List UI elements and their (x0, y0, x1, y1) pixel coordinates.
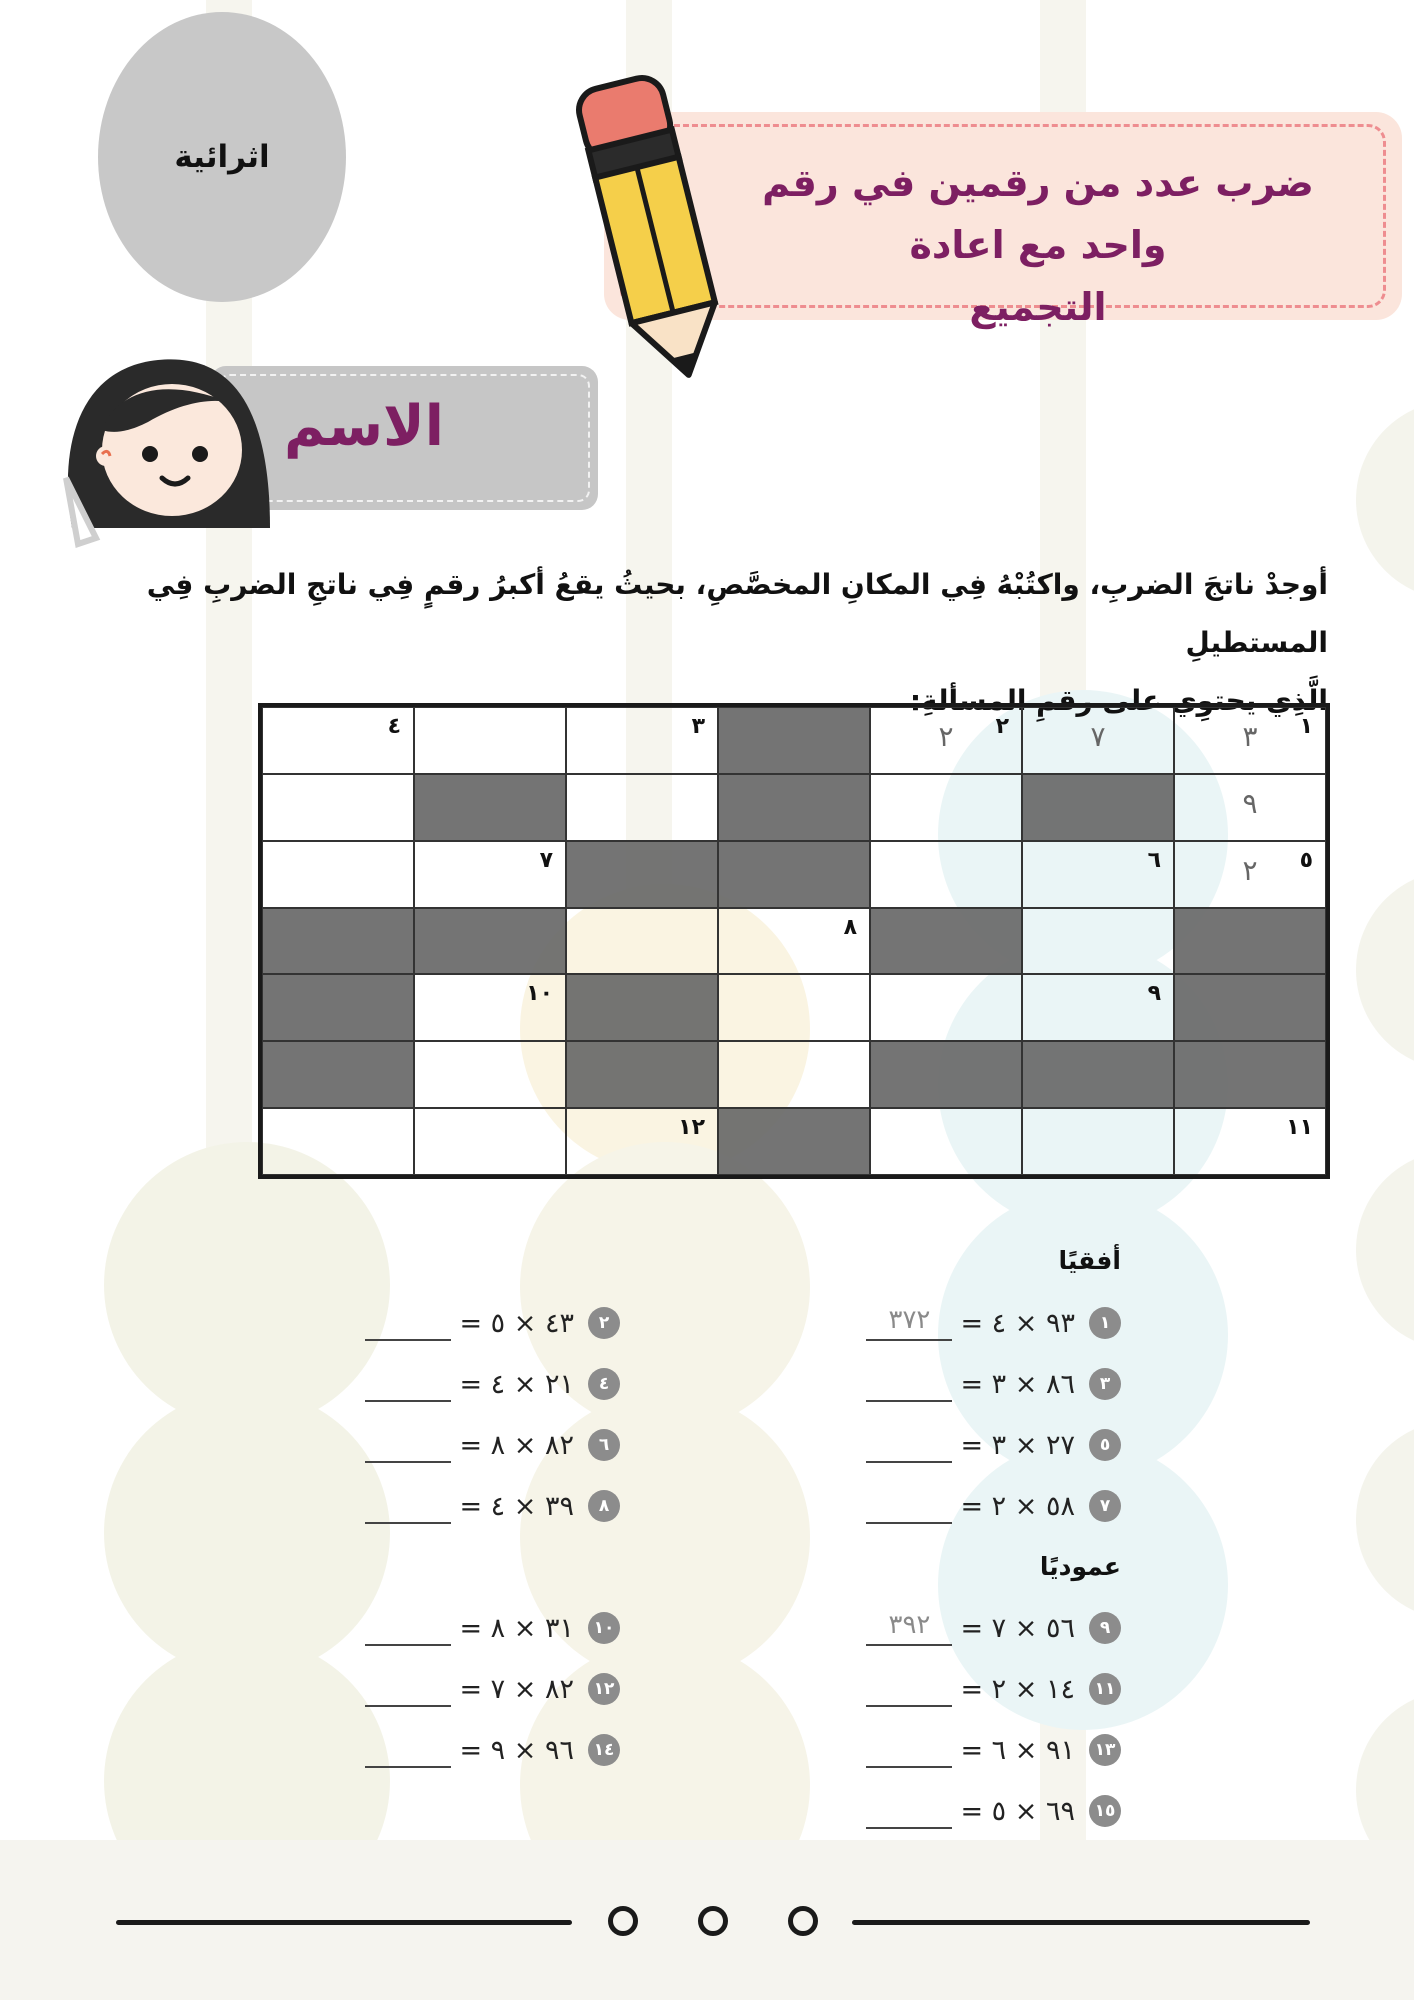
crossword-blocked-cell (870, 908, 1022, 975)
decor-circle (1356, 1150, 1414, 1350)
clue-row (866, 1425, 1121, 1465)
crossword-cell-digit: ٩ (1242, 786, 1258, 820)
crossword-blocked-cell (718, 1108, 870, 1175)
clue-row (365, 1608, 620, 1648)
clue-answer-blank[interactable] (365, 1366, 451, 1402)
crossword-cell[interactable] (262, 707, 414, 774)
crossword-blocked-cell (1174, 1041, 1326, 1108)
pencil-icon (572, 58, 742, 388)
clue-expression: ٨٢ × ٨ = (459, 1429, 574, 1461)
crossword-cell[interactable] (1022, 1108, 1174, 1175)
instruction-line2: الَّذِي يحتوِي على رقمِ المسألةِ: (909, 684, 1328, 717)
crossword-cell[interactable] (566, 774, 718, 841)
crossword-cell[interactable] (1174, 774, 1326, 841)
crossword-cell[interactable] (1022, 908, 1174, 975)
crossword-cell[interactable] (870, 774, 1022, 841)
enrichment-badge (98, 12, 346, 302)
crossword-clue-number: ٤ (387, 714, 401, 739)
clue-expression: ٨٦ × ٣ = (960, 1368, 1075, 1400)
clue-expression: ٨٢ × ٧ = (459, 1673, 574, 1705)
clue-expression: ٦٩ × ٥ = (960, 1795, 1075, 1827)
crossword-cell[interactable] (1174, 1108, 1326, 1175)
clue-answer-blank[interactable] (866, 1366, 952, 1402)
crossword-cell[interactable] (718, 1041, 870, 1108)
clue-answer-blank[interactable] (365, 1732, 451, 1768)
crossword-cell[interactable] (414, 1041, 566, 1108)
footer-line-right (852, 1920, 1310, 1925)
girl-avatar-icon (58, 338, 276, 548)
crossword-cell[interactable] (1174, 707, 1326, 774)
name-label: الاسم (284, 394, 444, 459)
crossword-blocked-cell (718, 774, 870, 841)
crossword-cell[interactable] (870, 974, 1022, 1041)
clue-expression: ٤٣ × ٥ = (459, 1307, 574, 1339)
crossword-clue-number: ١٠ (526, 981, 553, 1007)
clue-row (365, 1364, 620, 1404)
clue-row (866, 1730, 1121, 1770)
clue-answer-blank[interactable]: ٣٧٢ (866, 1305, 952, 1341)
crossword-clue-number: ٢ (995, 714, 1009, 739)
clue-row (866, 1364, 1121, 1404)
footer-circle (608, 1906, 638, 1936)
page-title-line2: التجميع (969, 285, 1107, 329)
crossword-clue-number: ٣ (691, 714, 705, 739)
clue-row (365, 1730, 620, 1770)
crossword-blocked-cell (262, 908, 414, 975)
clue-row (866, 1791, 1121, 1831)
clue-number-badge: ٣ (1089, 1368, 1121, 1400)
crossword-blocked-cell (1174, 974, 1326, 1041)
crossword-clue-number: ٩ (1147, 981, 1161, 1007)
crossword-blocked-cell (1022, 1041, 1174, 1108)
crossword-blocked-cell (1174, 908, 1326, 975)
crossword-cell[interactable] (262, 774, 414, 841)
clue-number-badge: ٦ (588, 1429, 620, 1461)
crossword-blocked-cell (566, 841, 718, 908)
clue-expression: ٥٨ × ٢ = (960, 1490, 1075, 1522)
clue-number-badge: ٨ (588, 1490, 620, 1522)
clue-expression: ٥٦ × ٧ = (960, 1612, 1075, 1644)
clue-number-badge: ١٥ (1089, 1795, 1121, 1827)
clue-answer-blank[interactable] (365, 1427, 451, 1463)
crossword-clue-number: ٧ (539, 847, 553, 873)
crossword-blocked-cell (870, 1041, 1022, 1108)
decor-circle (1356, 1420, 1414, 1620)
crossword-clue-number: ١ (1299, 714, 1313, 739)
crossword-cell[interactable] (870, 841, 1022, 908)
clue-answer-blank[interactable] (365, 1610, 451, 1646)
decor-circle (1356, 870, 1414, 1070)
crossword-cell[interactable] (1022, 841, 1174, 908)
page-title (724, 152, 1352, 338)
clue-row (866, 1669, 1121, 1709)
page-title-line1: ضرب عدد من رقمين في رقم واحد مع اعادة (762, 161, 1314, 267)
clue-expression: ٩٦ × ٩ = (459, 1734, 574, 1766)
crossword-cell-digit: ٢ (938, 720, 954, 753)
clue-expression: ١٤ × ٢ = (960, 1673, 1075, 1705)
crossword-cell[interactable] (414, 974, 566, 1041)
crossword-cell-digit: ٣ (1242, 720, 1258, 753)
clue-answer-blank[interactable] (365, 1671, 451, 1707)
crossword-clue-number: ١٢ (678, 1115, 705, 1141)
crossword-cell[interactable] (1022, 707, 1174, 774)
clue-answer-blank[interactable] (866, 1671, 952, 1707)
crossword-cell[interactable] (1022, 974, 1174, 1041)
clue-expression: ٢١ × ٤ = (459, 1368, 574, 1400)
clue-expression: ٩١ × ٦ = (960, 1734, 1075, 1766)
crossword-cell-digit: ٧ (1090, 720, 1106, 753)
clue-number-badge: ٥ (1089, 1429, 1121, 1461)
clue-row (365, 1486, 620, 1526)
clue-row (365, 1425, 620, 1465)
crossword-blocked-cell (566, 1041, 718, 1108)
crossword-blocked-cell (262, 974, 414, 1041)
crossword-cell[interactable] (566, 707, 718, 774)
crossword-cell[interactable] (870, 707, 1022, 774)
clue-number-badge: ١٢ (588, 1673, 620, 1705)
clue-number-badge: ١٠ (588, 1612, 620, 1644)
clue-expression: ٩٣ × ٤ = (960, 1307, 1075, 1339)
clue-row (866, 1303, 1121, 1343)
crossword-cell[interactable] (414, 1108, 566, 1175)
crossword-clue-number: ٥ (1299, 847, 1313, 873)
crossword-blocked-cell (414, 908, 566, 975)
crossword-blocked-cell (1022, 774, 1174, 841)
crossword-cell[interactable] (262, 1108, 414, 1175)
clue-number-badge: ٢ (588, 1307, 620, 1339)
footer-line-left (116, 1920, 572, 1925)
clue-answer-blank[interactable] (365, 1488, 451, 1524)
crossword-cell-digit: ٢ (1242, 853, 1258, 887)
crossword-cell[interactable] (262, 841, 414, 908)
clue-answer-blank[interactable] (866, 1793, 952, 1829)
crossword-cell[interactable] (1174, 841, 1326, 908)
clue-number-badge: ١٤ (588, 1734, 620, 1766)
clue-expression: ٢٧ × ٣ = (960, 1429, 1075, 1461)
crossword-cell[interactable] (870, 1108, 1022, 1175)
enrichment-badge-label: اثرائية (174, 139, 270, 175)
instruction-line1: أوجدْ ناتجَ الضربِ، واكتُبْهُ فِي المكانِ المخصَّصِ، بحيثُ يقعُ أكبرُ رقمٍ فِي ناتجِ الضربِ فِي المستطيلِ (146, 568, 1328, 659)
clue-answer-blank[interactable] (365, 1305, 451, 1341)
crossword-blocked-cell (718, 841, 870, 908)
footer-circle (788, 1906, 818, 1936)
footer-circle (698, 1906, 728, 1936)
clue-number-badge: ١ (1089, 1307, 1121, 1339)
across-label: أفقيًا (1058, 1246, 1121, 1275)
decor-circle (1356, 400, 1414, 600)
crossword-clue-number: ٨ (843, 914, 857, 940)
down-label: عموديًا (1039, 1552, 1121, 1581)
decor-circle (104, 1142, 390, 1428)
clue-row (866, 1486, 1121, 1526)
crossword-cell[interactable] (414, 707, 566, 774)
clue-answer-blank[interactable] (866, 1427, 952, 1463)
clue-expression: ٣١ × ٨ = (459, 1612, 574, 1644)
crossword-cell[interactable] (566, 1108, 718, 1175)
clue-answer-blank[interactable] (866, 1488, 952, 1524)
clue-answer-blank[interactable]: ٣٩٢ (866, 1610, 952, 1646)
crossword-cell[interactable] (718, 974, 870, 1041)
crossword-cell[interactable] (566, 908, 718, 975)
clue-row (866, 1608, 1121, 1648)
clue-number-badge: ١٣ (1089, 1734, 1121, 1766)
clue-expression: ٣٩ × ٤ = (459, 1490, 574, 1522)
crossword-blocked-cell (566, 974, 718, 1041)
crossword-clue-number: ٦ (1147, 847, 1161, 873)
crossword-cell[interactable] (414, 841, 566, 908)
crossword-blocked-cell (262, 1041, 414, 1108)
clue-number-badge: ٧ (1089, 1490, 1121, 1522)
crossword-blocked-cell (414, 774, 566, 841)
crossword-clue-number: ١١ (1286, 1115, 1313, 1141)
crossword-grid (258, 703, 1330, 1179)
clue-number-badge: ١١ (1089, 1673, 1121, 1705)
crossword-blocked-cell (718, 707, 870, 774)
clue-row (365, 1303, 620, 1343)
clue-answer-blank[interactable] (866, 1732, 952, 1768)
clue-number-badge: ٩ (1089, 1612, 1121, 1644)
clue-number-badge: ٤ (588, 1368, 620, 1400)
clue-row (365, 1669, 620, 1709)
crossword-cell[interactable] (718, 908, 870, 975)
decor-circle (104, 1390, 390, 1676)
